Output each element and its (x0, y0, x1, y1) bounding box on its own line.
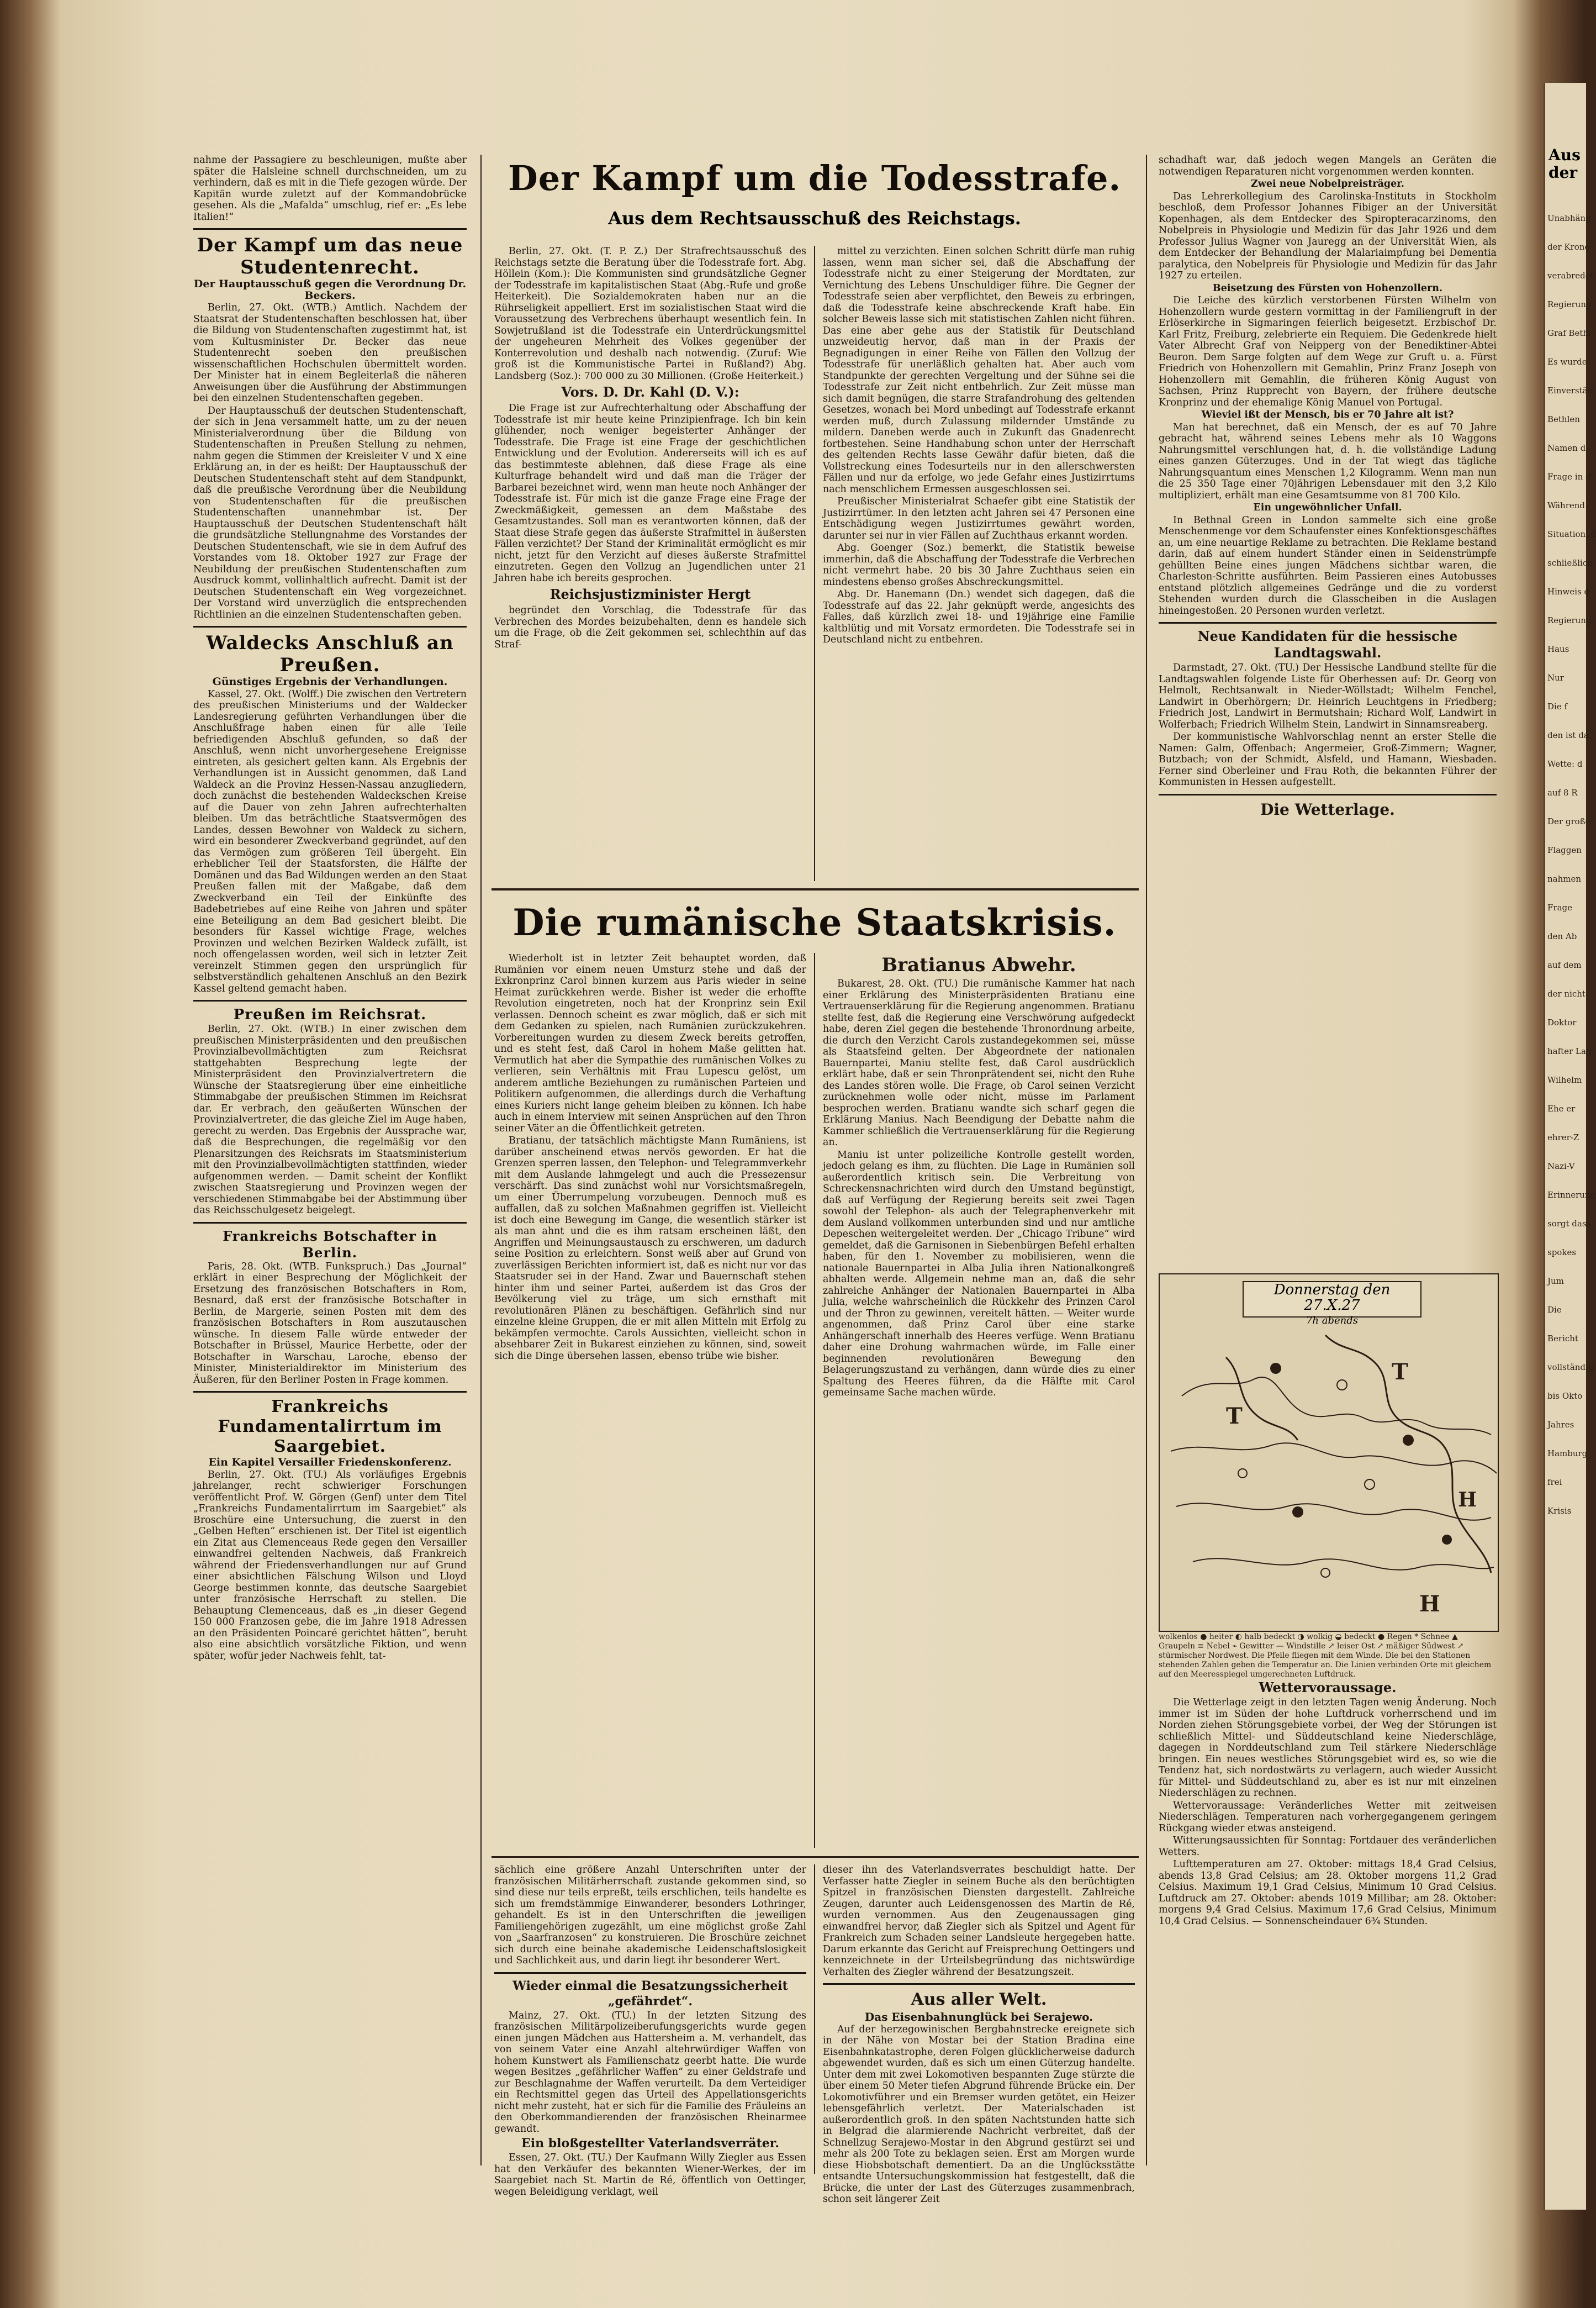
adjacent-page-line: Unabhäng (1547, 213, 1591, 223)
adjacent-page-line: Situation, d (1547, 529, 1596, 539)
divider (494, 1972, 806, 1974)
todesstrafe-col2-p4: Abg. Dr. Hanemann (Dn.) wendet sich dagegen, daß die Todesstrafe auf das 22. Jahr geknüpft werde, angesichts des Falles, daß kürzlich zwei 18- und 19jährige eine Familie kaltblütig und mit Vorsatz ermordeten. Die Todesstrafe sei in Deutschland nicht zu entbehren. (823, 589, 1135, 645)
bottom-col1-p3: Essen, 27. Okt. (TU.) Der Kaufmann Willy Ziegler aus Essen hat den Verkäufer des bekannten Wiener-Werkes, der im Saargebiet nach St. Martin de Ré, öffentlich von Oettinger, wegen Beleidigung verklagt, weil (494, 2152, 806, 2198)
right-column-top (1159, 155, 1497, 1271)
nobel-title: Zwei neue Nobelpreisträger. (1250, 178, 1405, 189)
adjacent-page-line: Jum (1547, 1276, 1564, 1286)
waldeck-p1: Kassel, 27. Okt. (Wolff.) Die zwischen den Vertretern des preußischen Ministeriums und der Waldecker Landesregierung geführten Verhandlungen über die Anschlußfrage haben einen für alle Teile befriedigenden Abschluß gefunden, so daß der Anschluß, wenn nicht unvorhergesehene Ereignisse eintreten, als gesichert gelten kann. Als Ergebnis der Verhandlungen ist in Aussicht genommen, daß Land Waldeck an die Provinz Hessen-Nassau anzugliedern, doch zunächst die bestehenden Waldeckschen Kreise auf die Dauer von zehn Jahren aufrechterhalten bleiben. Um das beträchtliche Staatsvermögen des Landes, dessen Bewohner von Waldeck zu sichern, wird ein besonderer Zweckverband gegründet, auf den das Vermögen zum größeren Teil übergeht. Ein erheblicher Teil der Staatsforsten, die Hälfte der Domänen und das Bad Wildungen werden an den Staat Preußen fallen mit der Maßgabe, daß dem Zweckverband ein Teil der Einkünfte des Badebetriebes auf eine Reihe von Jahren und später eine Beteiligung an dem Bad gesichert bleibt. Die besonders für Kassel wichtige Frage, welches Provinzen und welchen Bezirken Waldeck zufällt, ist noch offengelassen worden, weil sich in letzter Zeit vereinzelt Stimmen gegen den ursprünglich für selbstverständlich gehaltenen Anschluß an den Bezirk Kassel geltend gemacht haben. (193, 688, 467, 994)
kandidaten-title: Neue Kandidaten für die hessische Landtagswahl. (1197, 628, 1458, 661)
adjacent-page-line: Der große (1547, 816, 1590, 826)
nobel-paragraph: Das Lehrerkollegium des Carolinska-Instituts in Stockholm beschloß, dem Professor Johannes Fibiger an der Universität Kopenhagen, als dem Entdecker des Spiropteracarzinoms, den Nobelpreis in Physiologie und Medizin für das Jahr 1926 und dem Professor Julius Wagner von Jauregg an der Universität Wien, als dem Entdecker der Behandlung der Malariaimpfung bei Dementia paralytica, den Nobelpreis für Physiologie und Medizin für das Jahr 1927 zu erteilen. (1159, 191, 1497, 281)
todesstrafe-col2 (823, 246, 1135, 881)
adjacent-page-line: ehrer-Z (1547, 1132, 1579, 1142)
todesstrafe-col2-p2: Preußischer Ministerialrat Schaefer gibt eine Statistik der Justizirrtümer. In den letzten acht Jahren sei 47 Personen eine Entschädigung wegen Justizirrtumes gewährt worden, darunter sei nur in vier Fällen auf Zuchthaus erkannt worden. (823, 496, 1135, 541)
adjacent-page-line: den Ab (1547, 931, 1577, 941)
adjacent-page-line: Bericht (1547, 1334, 1578, 1343)
adjacent-page-line: sorgt dass (1547, 1219, 1591, 1229)
adjacent-page-line: Erinnerung (1547, 1190, 1596, 1200)
mensch-title: Wieviel ißt der Mensch, bis er 70 Jahre alt ist? (1201, 409, 1454, 420)
fundamental-p1: Berlin, 27. Okt. (TU.) Als vorläufiges Ergebnis jahrelanger, recht schwieriger Forschungen veröffentlicht Prof. W. Görgen (Genf) unter dem Titel „Frankreichs Fundamentalirrtum im Saargebiet“ als Broschüre eine Untersuchung, die zuerst in den „Gelben Heften“ erschienen ist. Der Titel ist eigentlich ein Zitat aus Clemenceaus Rede gegen den Versailler einwandfrei geltenden Nachweis, daß Frankreich während der Friedensverhandlungen nur auf Grund einer absichtlichen Fälschung Wilson und Lloyd George bestimmen konnte, das deutsche Saargebiet unter französische Herrschaft zu stellen. Die Behauptung Clemenceaus, daß es „in dieser Gegend 150 000 Franzosen gebe, die im Jahre 1918 Adressen an den Präsidenten Poincaré gerichtet hätten“, beruht also eine absichtlich vorsätzliche Fiktion, und wenn später, wofür jeder Nachweis fehlt, tat- (193, 1469, 467, 1662)
column-rule (1146, 155, 1147, 2165)
adjacent-page-line: Wilhelm (1547, 1075, 1582, 1085)
hohenzollern-title: Beisetzung des Fürsten von Hohenzollern. (1212, 282, 1443, 294)
botschafter-title: Frankreichs Botschafter in Berlin. (223, 1227, 437, 1261)
waldeck-subtitle: Günstiges Ergebnis der Verhandlungen. (212, 676, 448, 688)
adjacent-page-line: Bethlen (1547, 414, 1580, 424)
adjacent-page-line: Haus (1547, 644, 1569, 654)
kandidaten-p2: Der kommunistische Wahlvorschlag nennt an erster Stelle die Namen: Galm, Offenbach; Angermeier, Groß-Zimmern; Wagner, Butzbach; von der Schmidt, Alsfeld, und Hamann, Wiesbaden. Ferner sind Oberleiner und Frau Roth, die bekannten Führer der Kommunisten in Hessen aufgestellt. (1159, 731, 1497, 788)
adjacent-page-line: Jahres (1547, 1420, 1574, 1430)
svg-text:T: T (1392, 1359, 1408, 1385)
adjacent-page-line: Hinweis d (1547, 587, 1590, 597)
wetter-p3: Witterungsaussichten für Sonntag: Fortdauer des veränderlichen Wetters. (1159, 1835, 1497, 1858)
kahl-title: Vors. D. Dr. Kahl (D. V.): (561, 384, 739, 400)
intro-paragraph: nahme der Passagiere zu beschleunigen, mußte aber später die Halsleine schnell durchschneiden, um zu verhindern, daß es mit in die Tiefe gezogen würde. Der Kapitän wurde zuletzt auf der Kommandobrücke gesehen. Als die „Mafalda“ umschlug, rief er: „Es lebe Italien!“ (193, 155, 467, 223)
adjacent-page-line: auf dem (1547, 960, 1582, 970)
adjacent-page-line: der Krone (1547, 242, 1590, 252)
column-rule (814, 1864, 815, 2174)
adjacent-page-line: Nur (1547, 673, 1564, 683)
adjacent-page-line: Regierung (1547, 615, 1592, 625)
welt-title: Aus aller Welt. (911, 1990, 1047, 2009)
botschafter-p1: Paris, 28. Okt. (WTB. Funkspruch.) Das „Journal“ erklärt in einer Besprechung der Möglichkeit der Ersetzung des französischen Botschafters in Rom, Besnard, daß erst der französische Botschafter in Berlin, de Margerie, seinen Posten mit dem des französischen Botschafters in Rom auszutauschen wünsche. In diesem Falle würde entweder der Botschafter in Brüssel, Maurice Herbette, oder der Botschafter in Warschau, Laroche, ebenso der Minister, Ministerialdirektor im Ministerium des Äußeren, für den Berliner Posten in Frage kommen. (193, 1261, 467, 1385)
weather-map-label (1243, 1281, 1421, 1326)
staatskrisis-headline: Die rumänische Staatskrisis. (512, 901, 1117, 944)
column-rule (814, 953, 815, 1848)
right-column-bottom (1159, 1679, 1497, 2165)
divider (193, 1391, 467, 1393)
weather-map (1159, 1273, 1499, 1632)
adjacent-page-line: hafter Lag (1547, 1046, 1592, 1056)
left-column (193, 155, 467, 2165)
adjacent-page-title: Aus der (1549, 146, 1581, 182)
staatskrisis-col1-p1: Wiederholt ist in letzter Zeit behauptet worden, daß Rumänien vor einem neuen Umsturz stehe und daß der Exkronprinz Carol binnen kurzem aus Paris wieder in seine Heimat zurückkehren werde. Bisher ist weder die erhoffte Revolution eingetreten, noch hat der Kronprinz sein Exil verlassen. Dennoch scheint es zwar möglich, daß er sich mit dem Gedanken zu spielen, nach Rumänien zurückzukehren. Vorbereitungen wurden zu diesem Zweck bereits getroffen, und es steht fest, daß Carol in hohem Maße gelitten hat. Vermutlich hat aber die Sympathie des rumänischen Volkes zu verlieren, sein Verhältnis mit Frau Lupescu gelöst, um anderem amtliche Beziehungen zu rumänischen Parteien und Politikern aufgenommen, die allerdings durch die Verhaftung eines Kuriers nicht lange geheim bleiben zu können. Ich habe auch in einem Interview mit seinen Ansprüchen auf den Thron seiner Väter an die Öffentlichkeit getreten. (494, 953, 806, 1134)
adjacent-page-strip (1544, 83, 1596, 2210)
eisenbahn-title: Das Eisenbahnunglück bei Serajewo. (864, 2010, 1093, 2024)
wetter-title: Wettervoraussage. (1259, 1679, 1397, 1695)
todesstrafe-col2-p1: mittel zu verzichten. Einen solchen Schritt dürfe man ruhig lassen, wenn man sicher sei, daß die Abschaffung der Todesstrafe nicht zu einer Steigerung der Mordtaten, zur Vernichtung des Lebens Unschuldiger führe. Die Gegner der Todesstrafe seien aber verpflichtet, den Beweis zu erbringen, daß die Todesstrafe keine abschreckende Kraft habe. Ein solcher Beweis lasse sich mit statistischen Zahlen nicht führen. Das eine aber gehe aus der Statistik für Deutschland unzweideutig hervor, daß man in der Praxis der Begnadigungen in einer Reihe von Fällen den Vollzug der Todesstrafe für unerläßlich gehalten hat. Aber auch vom Standpunkte der gerechten Vergeltung und der Sühne sei die Todesstrafe zur Zeit nicht entbehrlich. Zur Zeit müsse man sich damit begnügen, die starre Strafandrohung des geltenden Gesetzes, wonach bei Mord unbedingt auf Todesstrafe erkannt werden muß, durch Zulassung mildernder Umstände zu mildern. Daneben werde auch in Zukunft das Gnadenrecht fortbestehen. Seine Handhabung schon unter der Herrschaft des geltenden Rechts lasse Gewähr dafür bieten, daß die Vollstreckung eines Todesurteils nur in den allerschwersten Fällen und nur da erfolge, wo jede Gefahr eines Justizirrtums nach menschlichem Ermessen ausgeschlossen sei. (823, 246, 1135, 495)
reichsrat-title: Preußen im Reichsrat. (233, 1007, 427, 1023)
adjacent-page-line: auf 8 R (1547, 788, 1578, 798)
adjacent-page-line: Regierung (1547, 299, 1592, 309)
adjacent-page-line: den ist da (1547, 730, 1589, 740)
adjacent-page-line: Frage in d (1547, 472, 1591, 482)
weather-map-legend: wolkenlos ● heiter ◐ halb bedeckt ◑ wolkig ◒ bedeckt ● Regen * Schnee ▲ Graupeln ≡ Nebel ⌁ Gewitter — Windstille ↗ leiser Ost ↗ mäßiger Südwest ↗ stürmischer Nordwest. Die Pfeile fliegen mit dem Winde. Die bei den Stationen stehenden Zahlen geben die Temperatur an. Die Linien verbinden Orte mit gleichem auf den Meeresspiegel umgerechneten Luftdruck. (1159, 1632, 1492, 1679)
wetter-p1: Die Wetterlage zeigt in den letzten Tagen wenig Änderung. Noch immer ist im Süden der hohe Luftdruck vorherrschend und im Norden ziehen Störungsgebiete vorbei, der Weg der Störungen ist schließlich Mittel- und Süddeutschland keine Niederschläge, dagegen in Norddeutschland zum Teil stärkere Niederschläge bringen. Ein neues westliches Störungsgebiet wird es, so wie die Tendenz hat, sich nordostwärts zu verlagern, auch wieder Aussicht für Mittel- und Süddeutschland zu, aber es ist nur mit einzelnen Niederschlägen zu rechnen. (1159, 1697, 1497, 1799)
column-rule (480, 155, 482, 2165)
adjacent-page-line: spokes (1547, 1247, 1576, 1257)
adjacent-page-text (1547, 204, 1596, 1525)
adjacent-page-line: Frage (1547, 903, 1572, 913)
reichsrat-p1: Berlin, 27. Okt. (WTB.) In einer zwischen dem preußischen Ministerpräsidenten und den preußischen Provinzialbevollmächtigten zum Reichsrat stattgehabten Besprechung legte der Ministerpräsident den Provinzialvertretern die Wünsche der Staatsregierung über eine einheitliche Stimmabgabe der preußischen Stimmen im Reichsrat dar. Er verbrach, den geäußerten Wünschen der Provinzialvertreter, die das gleiche Ziel im Auge haben, gerecht zu werden. Das Ergebnis der Aussprache war, daß die Besprechungen, die regelmäßig vor den Plenarsitzungen des Reichsrats im Staatsministerium mit den Provinzialbevollmächtigten stattfinden, wieder aufgenommen werden. — Damit scheint der Konflikt zwischen Staatsregierung und Provinzen wegen der verschiedenen Stimmabgabe bei der Abstimmung über das Reichsschulgesetz beigelegt. (193, 1024, 467, 1216)
kandidaten-p1: Darmstadt, 27. Okt. (TU.) Der Hessische Landbund stellte für die Landtagswahlen folgende Liste für Oberhessen auf: Dr. Georg von Helmolt, Rechtsanwalt in Nieder-Wöllstadt; Wilhelm Fenchel, Landwirt in Oberhörgern; Dr. Heinrich Leuchtgens in Friedberg; Friedrich Jost, Landwirt in Bermutshain; Richard Wolf, Landwirt in Wolferbach; Friedrich Wilhelm Stein, Landwirt in Sinnamsreaberg. (1159, 662, 1497, 730)
adjacent-page-line: Wette: d (1547, 759, 1583, 769)
staatskrisis-col1 (494, 953, 806, 1848)
adjacent-page-line: verabredet. (1547, 271, 1596, 281)
right-top-paragraph: schadhaft war, daß jedoch wegen Mangels an Geräten die notwendigen Reparaturen nicht vorgenommen werden konnten. (1159, 155, 1497, 177)
wetterlage-title: Die Wetterlage. (1260, 800, 1395, 819)
studentenrecht-subtitle: Der Hauptausschuß gegen die Verordnung Dr. Beckers. (193, 278, 467, 302)
todesstrafe-subhead: Aus dem Rechtsausschuß des Reichstags. (608, 208, 1021, 229)
adjacent-page-line: Doktor (1547, 1018, 1577, 1027)
hergt-title: Reichsjustizminister Hergt (549, 586, 751, 602)
todesstrafe-col1-p3: begründet den Vorschlag, die Todesstrafe für das Verbrechen des Mordes beizubehalten, denn es handele sich um die Frage, ob die Zeit gekommen sei, schlechthin auf das Straf- (494, 605, 806, 650)
bottom-col2 (823, 1864, 1135, 2205)
bottom-col2-p1: dieser ihn des Vaterlandsverrates beschuldigt hatte. Der Verfasser hatte Ziegler in seinem Buche als den berüchtigten Spitzel in französischen Diensten dargestellt. Zahlreiche Zeugen, darunter auch Leidensgenossen des Martin de Ré, wurden vernommen. Aus den Zeugenaussagen ging einwandfrei hervor, daß Ziegler sich als Spitzel und Agent für Frankreich zum Schaden seiner Landsleute hergegeben hatte. Darum erkannte das Gericht auf Freisprechung Oettingers und kennzeichnete in der Urteilsbegründung das nichtswürdige Verhalten des Ziegler während der Besatzungszeit. (823, 1864, 1135, 1978)
svg-text:H: H (1458, 1488, 1477, 1511)
verraeter-title: Ein bloßgestellter Vaterlandsverräter. (521, 2136, 779, 2151)
studentenrecht-p1: Berlin, 27. Okt. (WTB.) Amtlich. Nachdem der Staatsrat der Studentenschaften beschlossen hat, über die Bildung von Studentenschaften zugestimmt hat, ist vom Kultusminister Dr. Becker das neue Studentenrecht soeben den preußischen wissenschaftlichen Hochschulen übermittelt worden. Der Minister hat in einem Begleiterlaß die näheren Anweisungen über die Ausführung der Abstimmungen bei den einzelnen Studentenschaften gegeben. (193, 302, 467, 404)
fundamental-title: Frankreichs Fundamentalirrtum im Saargebiet. (218, 1397, 442, 1456)
wetter-p2: Wettervoraussage: Veränderliches Wetter mit zeitweisen Niederschlägen. Temperaturen nach vorhergegangenem geringem Rückgang wieder etwas ansteigend. (1159, 1800, 1497, 1834)
adjacent-page-line: Namen d (1547, 443, 1586, 453)
bottom-col1-p1: sächlich eine größere Anzahl Unterschriften unter der französischen Militärherrschaft zustande gekommen sind, so sind diese nur teils erpreßt, teils erschlichen, teils handelte es sich um fremdstämmige Einwanderer, besonders Lothringer, gehandelt. Es ist in den Unterschriften die jeweiligen Familiengehörigen zugezählt, um eine möglichst große Zahl von „Saarfranzosen“ zu konstruieren. Die Broschüre zeichnet sich durch eine beinahe akademische Leidenschaftslosigkeit und Sachlichkeit aus, und darin liegt ihr besonderer Wert. (494, 1864, 806, 1966)
adjacent-page-line: nahmen (1547, 874, 1582, 884)
todesstrafe-col1-p1: Berlin, 27. Okt. (T. P. Z.) Der Strafrechtsausschuß des Reichstags setzte die Beratung über die Todesstrafe fort. Abg. Höllein (Kom.): Die Kommunisten sind grundsätzliche Gegner der Todesstrafe im kapitalistischen Staat (Abg.-Rufe und große Heiterkeit). Die Sozialdemokraten haben nur an die Rührseligkeit appelliert. Erst im sozialistischen Staat wird die Voraussetzung des Verbrechens überhaupt wesentlich fein. In Sowjetrußland ist die Todesstrafe ein Unterdrückungsmittel der ungeheuren Mehrheit des Volkes gegenüber der Konterrevolution und deshalb nach notwendig. (Zuruf: Wie groß ist die Kommunistische Partei in Rußland?) Abg. Landsberg (Soz.): 700 000 zu 30 Millionen. (Große Heiterkeit.) (494, 246, 806, 382)
adjacent-page-line: Hamburg (1547, 1448, 1588, 1458)
staatskrisis-col2-p2: Maniu ist unter polizeiliche Kontrolle gestellt worden, jedoch gelang es ihm, zu flüchten. Die Lage in Rumänien soll außerordentlich kritisch sein. Die Verbreitung von Schreckensnachrichten wird durch den Umstand begünstigt, daß auf Verfügung der Regierung bereits seit zwei Tagen sowohl der Telephon- als auch der Telegraphenverkehr mit dem Ausland vollkommen unterbunden sind und nur amtliche Depeschen weitergeleitet werden. Der „Chicago Tribune“ wird gemeldet, daß die Garnisonen in Siebenbürgen Befehl erhalten haben, für den 1. November zu mobilisieren, wenn die nationale Bauernpartei in Alba Julia ihren Nationalkongreß abhalten werde. Allgemein nehme man an, daß die sehr zahlreiche Anhänger der Nationalen Bauernpartei in Alba Julia, welche wahrscheinlich die Rückkehr des Prinzen Carol und der Thron zu gewinnen, vereitelt hätten. — Weiter wurde angenommen, daß Prinz Carol über eine starke Anhängerschaft innerhalb des Heeres verfüge. Wenn Bratianu daher eine Drohung wahrmachen würde, im Falle einer beginnenden revolutionären Bewegung den Belagerungszustand zu verhängen, dann würde dies zu einer Spaltung des Heeres führen, da die Hälfte mit Carol gemeinsame Sache machen würde. (823, 1149, 1135, 1398)
divider (1159, 622, 1497, 624)
adjacent-page-line: Die (1547, 1305, 1562, 1315)
fundamental-subtitle: Ein Kapitel Versailler Friedenskonferenz. (208, 1456, 452, 1468)
adjacent-page-line: Krisis (1547, 1506, 1572, 1516)
adjacent-page-line: Während (1547, 500, 1586, 510)
weather-map-date: Donnerstag den 27.X.27 (1273, 1282, 1391, 1314)
mensch-paragraph: Man hat berechnet, daß ein Mensch, der es auf 70 Jahre gebracht hat, während seines Lebens mehr als 10 Waggons Nahrungsmittel verschlungen hat, d. h. die vollständige Ladung eines ganzen Güterzuges. Und in der Tat wiegt das tägliche Nahrungsquantum eines Menschen 1,2 Kilogramm. Wenn man nun die 25 350 Tage einer 70jährigen Lebensdauer mit den 3,2 Kilo multipliziert, erhält man eine Gesamtsumme von 81 700 Kilo. (1159, 421, 1497, 501)
divider (193, 228, 467, 230)
adjacent-page-line: bis Okto (1547, 1391, 1583, 1401)
adjacent-page-line: Ehe er (1547, 1104, 1576, 1114)
besatzung-title: Wieder einmal die Besatzungssicherheit „gefährdet“. (512, 1978, 788, 2009)
bottom-col1 (494, 1864, 806, 2198)
bratianu-title: Bratianus Abwehr. (881, 954, 1076, 976)
divider (823, 1983, 1135, 1985)
column-rule (814, 246, 815, 881)
svg-text:T: T (1226, 1403, 1243, 1429)
section-rule (492, 888, 1139, 890)
todesstrafe-col2-p3: Abg. Goenger (Soz.) bemerkt, die Statistik beweise immerhin, daß die Abschaffung der Todesstrafe die Verbrechen nicht vermehrt habe. 20 bis 30 Jahre Zuchthaus seien ein mindestens ebenso großes Abschreckungsmittel. (823, 542, 1135, 588)
divider (1159, 794, 1497, 795)
adjacent-page-line: Flaggen (1547, 845, 1582, 855)
staatskrisis-col1-p2: Bratianu, der tatsächlich mächtigste Mann Rumäniens, ist darüber anscheinend etwas nervös geworden. Er hat die Grenzen sperren lassen, den Telephon- und Telegrammverkehr mit dem Auslande lahmgelegt und auch die Pressezensur verschärft. Das sind zunächst wohl nur Vorsichtsmaßregeln, um einer Überrumpelung vorzubeugen. Dennoch muß es auffallen, daß zu solchen Maßnahmen gegriffen ist. Vielleicht ist doch eine Bewegung im Gange, die wesentlich stärker ist als man ahnt und die es ihm ratsam erscheinen läßt, den Angriffen und Meinungsaustausch zu erschweren, um dadurch seine Position zu erleichtern. Sonst weiß aber auf Grund von zuverlässigen Berichten informiert ist, daß es nicht nur vor das Staatsruder sei in der Hand. Zwar und Bauernschaft stehen hinter ihm und seiner Partei, außerdem ist das Gros der Bevölkerung viel zu träge, um sich ernsthaft mit revolutionären Plänen zu beschäftigen. Gefährlich sind nur einzelne kleine Gruppen, die er mit allen Mitteln mit Erfolg zu bekämpfen vermochte. Carols Aussichten, vielleicht schon in absehbarer Zeit in Bukarest einziehen zu können, sind, soweit sich die Dinge übersehen lassen, ebenso trübe wie bisher. (494, 1135, 806, 1362)
adjacent-page-line: schließlich (1547, 558, 1593, 568)
svg-text:H: H (1419, 1591, 1440, 1617)
todesstrafe-headline: Der Kampf um die Todesstrafe. (508, 158, 1122, 198)
divider (193, 1222, 467, 1224)
unfall-paragraph: In Bethnal Green in London sammelte sich eine große Menschenmenge vor dem Schaufenster eines Konfektionsgeschäftes an, um eine neuartige Reklame zu betrachten. Die Reklame bestand darin, daß auf einem hundert Ständer einen in Seidenstrümpfe gehüllten Beine eines jungen Mädchens sichtbar waren, die Charleston-Schritte ausführten. Beim Passieren eines Autobusses entstand plötzlich allgemeines Gedränge und die zu vorderst Stehenden wurden durch die Glasscheiben in die Auslagen hineingestoßen. 20 Personen wurden verletzt. (1159, 514, 1497, 616)
bottom-col1-p2: Mainz, 27. Okt. (TU.) In der letzten Sitzung des französischen Militärpolizeiberufungsgerichts wurde gegen einen jungen Mädchen aus Hattersheim a. M. verhandelt, das von seinem Vater eine Anzahl altehrwürdiger Waffen von hohem Kunstwert als Familienschatz geerbt hatte. Die wurde wegen Besitzes „gefährlicher Waffen“ zu einer Geldstrafe und zur Beschlagnahme der Waffen verurteilt. Da dem Verteidiger ein Rechtsmittel gegen das Urteil des Appellationsgerichts nicht mehr zusteht, hat er sich für die Familie des Fräuleins an den Oberkommandierenden der französischen Rheinarmee gewandt. (494, 2010, 806, 2135)
adjacent-page-line: Einverstänl (1547, 386, 1596, 396)
bottom-col2-p2: Auf der herzegowinischen Bergbahnstrecke ereignete sich in der Nähe von Mostar bei der Station Bradina eine Eisenbahnkatastrophe, deren Folgen glücklicherweise dadurch abgewendet wurden, daß es sich um einen Güterzug handelte. Unter dem mit zwei Lokomotiven bespannten Zuge stürzte die über einem 50 Meter tiefen Abgrund führende Brücke ein. Der Lokomotivführer und ein Bremser wurden getötet, ein Heizer lebensgefährlich verletzt. Der Materialschaden ist außerordentlich groß. In den späten Nachtstunden hatte sich in Belgrad die alarmierende Nachricht verbreitet, daß der Schnellzug Serajewo-Mostar in den Abgrund gestürzt sei und mehr als 200 Tote zu beklagen seien. Erst am Morgen wurde diese Hiobsbotschaft dementiert. Da an die Unglücksstätte entsandte Untersuchungskommission hat festgestellt, daß die Brücke, die unter der Last des Güterzuges zusammenbrach, schon seit längerer Zeit (823, 2024, 1135, 2205)
hohenzollern-paragraph: Die Leiche des kürzlich verstorbenen Fürsten Wilhelm von Hohenzollern wurde gestern vormittag in der Familiengruft in der Erlöserkirche in Sigmaringen feierlich beigesetzt. Erzbischof Dr. Karl Fritz, Freiburg, zelebrierte ein Requiem. Die Gedenkrede hielt Vater Albrecht Graf von Neipperg von der Benediktiner-Abtei Beuron. Dem Sarge folgten auf dem Wege zur Gruft u. a. Fürst Friedrich von Hohenzollern mit Gemahlin, Prinz Franz Joseph von Hohenzollern mit Gemahlin, die früheren König August von Sachsen, Prinz Rupprecht von Bayern, der frühere deutsche Kronprinz und der ehemalige König Manuel von Portugal. (1159, 295, 1497, 408)
divider (193, 626, 467, 628)
staatskrisis-col2-p1: Bukarest, 28. Okt. (TU.) Die rumänische Kammer hat nach einer Erklärung des Ministerpräsidenten Bratianu eine Vertrauenserklärung für die Regierung angenommen. Bratianu stellte fest, daß die Regierung eine Verschwörung aufgedeckt habe, deren Ziel gegen die bestehende Thronordnung arbeite, die durch den Verzicht Carols zustandegekommen sei, müsse als Staatsfeind gelten. Der Abgeordnete der nationalen Bauernpartei, Maniu stellte fest, daß Carol ausdrücklich erklärt habe, daß er sein Thronprätendent sei, nicht den Ruhe des Landes stören wolle. Die Frage, ob Carol seinen Verzicht zurücknehmen wolle oder nicht, müsse im Parlament besprochen werden. Bratianu wandte sich scharf gegen die Erklärung Manius. Nach Beendigung der Debatte nahm die Kammer schließlich die Vertrauenserklärung für die Regierung an. (823, 978, 1135, 1148)
staatskrisis-col2 (823, 953, 1135, 1848)
studentenrecht-p2: Der Hauptausschuß der deutschen Studentenschaft, der sich in Jena versammelt hatte, um zu der neuen Ministerialverordnung über die Bildung von Studentenschaften in Preußen Stellung zu nehmen, nahm gegen die Stimmen der Kreisleiter V und X eine Erklärung an, in der es heißt: Der Hauptausschuß der Deutschen Studentenschaft steht auf dem Standpunkt, daß die preußische Verordnung über die Neubildung von Studentenschaften für die preußischen Studentenschaften unannehmbar ist. Der Hauptausschuß der Deutschen Studentenschaft hält die grundsätzliche Stellungnahme des Vorstandes der Deutschen Studentenschaft, wie sie in dem Aufruf des Vorstandes vom 18. Oktober 1927 zur Frage der Neubildung der preußischen Studentenschaften zum Ausdruck kommt, vollinhaltlich aufrecht. Damit ist der Deutschen Studentenschaft ein Weg vorgezeichnet. Der Vorstand wird unverzüglich die entsprechenden Richtlinien an die einzelnen Studentenschaften geben. (193, 405, 467, 620)
divider (193, 1000, 467, 1002)
waldeck-title: Waldecks Anschluß an Preußen. (206, 632, 454, 676)
weather-map-time: 7h abends (1306, 1315, 1359, 1326)
adjacent-page-line: vollständig (1547, 1362, 1594, 1372)
wetter-p4: Lufttemperaturen am 27. Oktober: mittags 18,4 Grad Celsius, abends 13,8 Grad Celsius; am 28. Oktober morgens 11,2 Grad Celsius. Maximum 19,1 Grad Celsius, Minimum 10 Grad Celsius. Luftdruck am 27. Oktober: abends 1019 Millibar; am 28. Oktober: morgens 9,4 Grad Celsius. Maximum 17,6 Grad Celsius, Minimum 10,4 Grad Celsius. — Sonnenscheindauer 6¾ Stunden. (1159, 1859, 1497, 1927)
studentenrecht-title: Der Kampf um das neue Studentenrecht. (197, 234, 463, 278)
adjacent-page-line: der nicht (1547, 989, 1586, 999)
section-rule (492, 1856, 1139, 1858)
unfall-title: Ein ungewöhnlicher Unfall. (1253, 502, 1402, 513)
adjacent-page-line: frei (1547, 1477, 1562, 1487)
todesstrafe-col1 (494, 246, 806, 881)
adjacent-page-line: Nazi-V (1547, 1161, 1575, 1171)
adjacent-page-line: Graf Bethl (1547, 328, 1591, 338)
adjacent-page-line: Es wurde (1547, 357, 1587, 367)
adjacent-page-line: Die f (1547, 702, 1568, 712)
todesstrafe-col1-p2: Die Frage ist zur Aufrechterhaltung oder Abschaffung der Todesstrafe ist mir heute keine Prinzipienfrage. Ich bin kein glühender, noch weniger begeisterter Anhänger der Todesstrafe. Die Frage ist eine Frage der geschichtlichen Entwicklung und der Evolution. Andererseits will ich es auf das bestimmteste ablehnen, daß diese Frage als eine Kulturfrage behandelt wird und daß man die Träger der Barbarei bezeichnet wird, wenn man heute noch Anhänger der Todesstrafe ist. Für mich ist die ganze Frage eine Frage der Zweckmäßigkeit, gemessen an dem Maßstabe des Gesamtzustandes. Soll man es verantworten können, daß der Staat diese Strafe gegen das äußerste Strafmittel in äußersten Fällen verzichtet? Der Stand der Kriminalität ermöglicht es mir nicht, jetzt für den Verzicht auf dieses äußerste Strafmittel einzutreten. Gegen den Vollzug an Jugendlichen unter 21 Jahren habe ich bereits gesprochen. (494, 403, 806, 584)
